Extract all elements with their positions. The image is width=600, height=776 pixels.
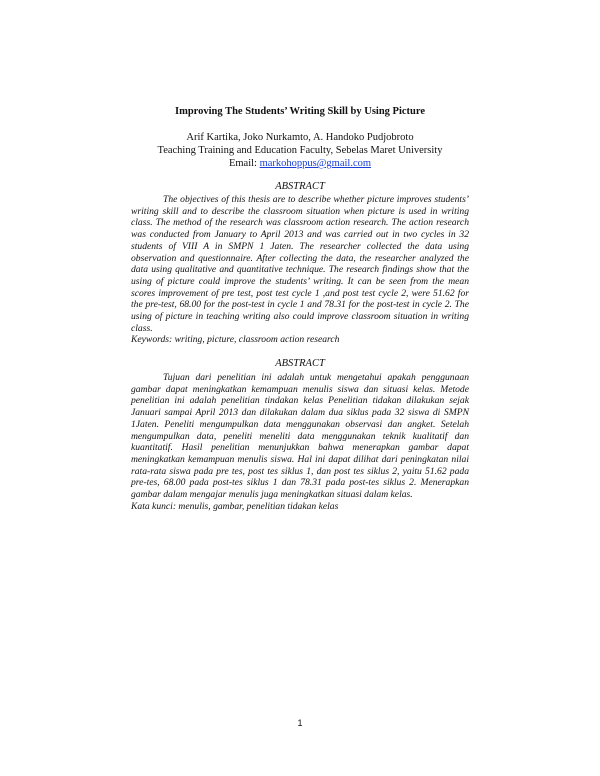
email-label: Email:	[228, 158, 260, 169]
email-link[interactable]: markohoppus@gmail.com	[259, 158, 372, 169]
paper-title: Improving The Students’ Writing Skill by Using Picture	[174, 106, 425, 117]
abstract-heading-indonesian: ABSTRACT	[275, 358, 325, 369]
email-line	[0, 157, 600, 170]
author-block	[0, 131, 600, 170]
keywords-indonesian: Kata kunci: menulis, gambar, penelitian tidakan kelas	[131, 500, 339, 512]
page-number: 1	[297, 718, 303, 728]
affiliation: Teaching Training and Education Faculty, Sebelas Maret University	[157, 145, 443, 156]
abstract-heading-english: ABSTRACT	[275, 181, 325, 192]
abstract-indonesian	[131, 372, 469, 512]
keywords-english: Keywords: writing, picture, classroom action research	[131, 334, 340, 346]
author-names: Arif Kartika, Joko Nurkamto, A. Handoko Pudjobroto	[186, 132, 414, 143]
abstract-english	[131, 194, 469, 346]
abstract-english-text: The objectives of this thesis are to describe whether picture improves students’ writing skill and to describe the classroom situation when picture is used in writing class. The method of the research was classroom action research. The action research was conducted from January to April 2013 and was carried out in two cycles in 32 students of VIII A in SMPN 1 Jaten. The researcher collected the data using observation and questionnaire. After collecting the data, the researcher analyzed the data using qualitative and quantitative technique. The research findings show that the using of picture could improve the students’ writing. It can be seen from the mean scores improvement of pre test, post test cycle 1 ,and post test cycle 2, were 51.62 for the pre-test, 68.00 for the post-test in cycle 1 and 78.31 for the post-test in cycle 2. The using of picture in teaching writing also could improve classroom situation in writing class.	[131, 194, 469, 334]
abstract-indonesian-text: Tujuan dari penelitian ini adalah untuk mengetahui apakah penggunaan gambar dapat meningkatkan kemampuan menulis siswa dan situasi kelas. Metode penelitian ini adalah penelitian tindakan kelas Penelitian tidakan dilakukan sejak Januari sampai April 2013 dan dilakukan dalam dua siklus pada 32 siswa di SMPN 1Jaten. Peneliti mengumpulkan data menggunakan observasi dan angket. Setelah mengumpulkan data, peneliti meneliti data menggunakan teknik kualitatif dan kuantitatif. Hasil penelitian menunjukkan bahwa menerapkan gambar dapat meningkatkan kemampuan menulis siswa. Hal ini dapat dilihat dari peningkatan nilai rata-rata siswa pada pre tes, post tes siklus 1, dan post tes siklus 2, yaitu 51.62 pada pre-tes, 68.00 pada post-tes siklus 1 dan 78.31 pada post-tes siklus 2. Menerapkan gambar dalam mengajar menulis juga meningkatkan situasi dalam kelas.	[131, 372, 469, 501]
